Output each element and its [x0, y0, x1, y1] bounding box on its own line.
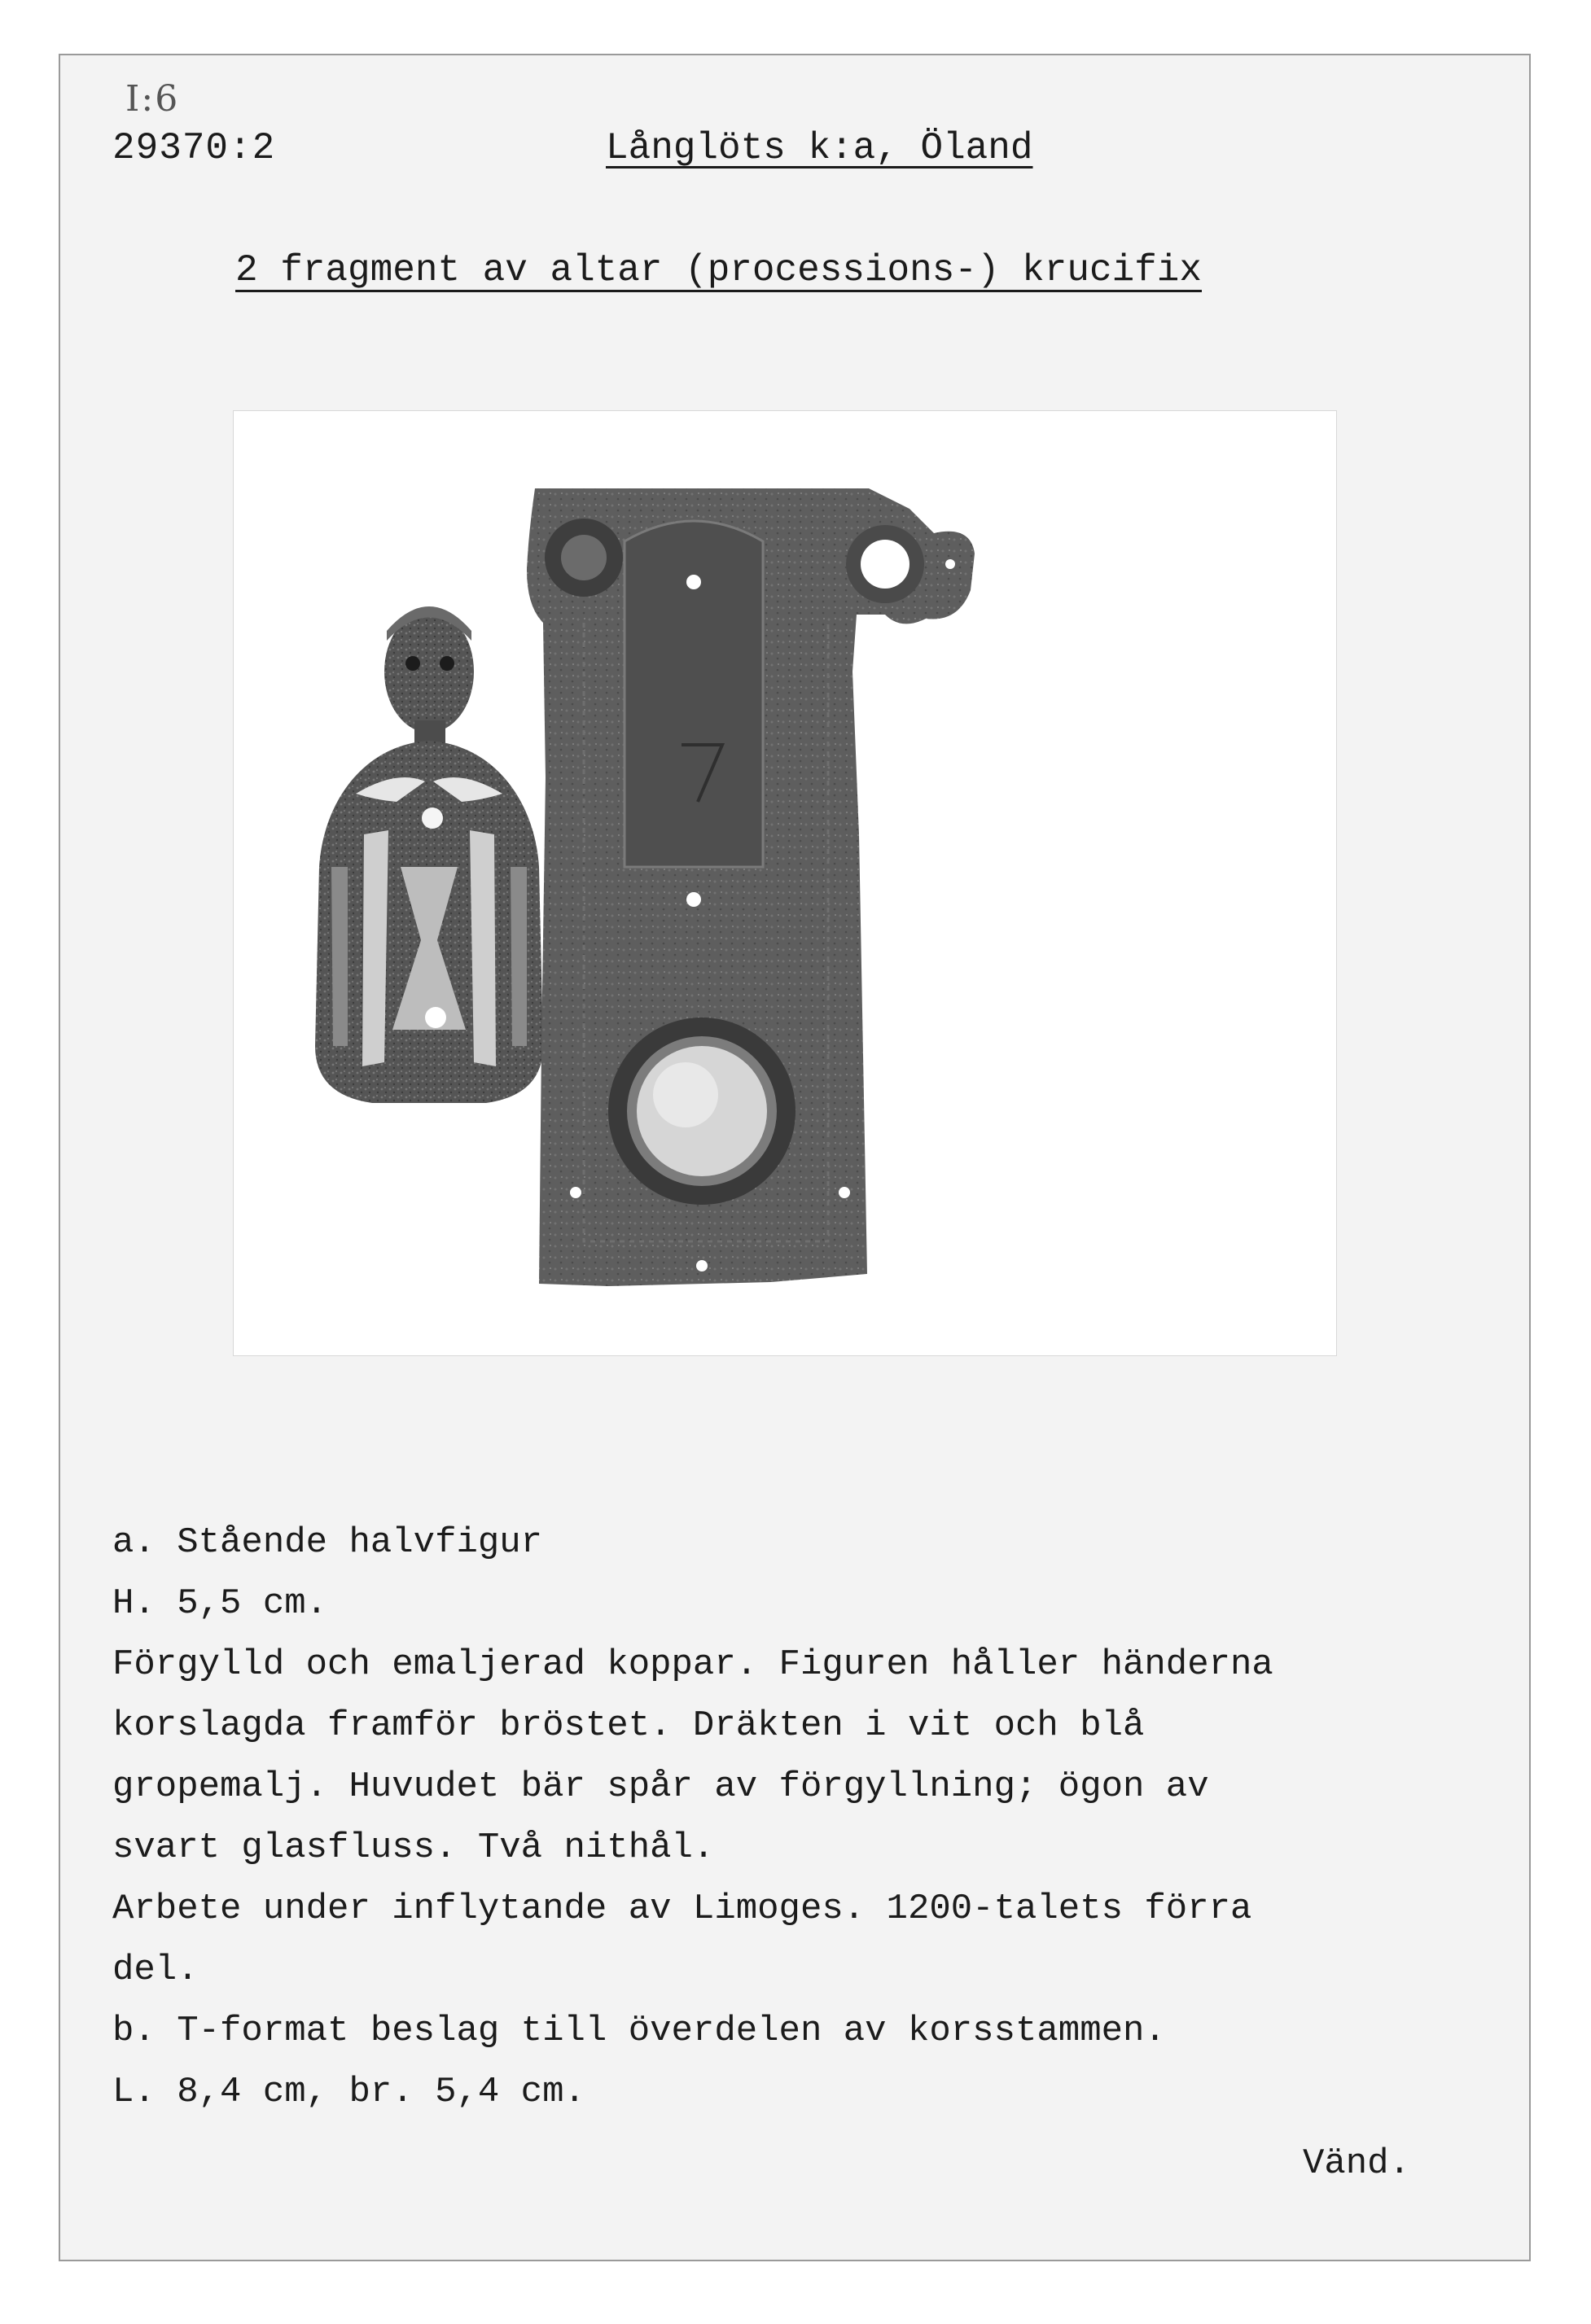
turn-over-note: Vänd.: [1302, 2143, 1410, 2184]
description-line: H. 5,5 cm.: [112, 1583, 328, 1624]
handwritten-note: I:6: [125, 78, 180, 120]
description-line: Förgylld och emaljerad koppar. Figuren håller händerna: [112, 1644, 1273, 1685]
photo-drawing: [234, 411, 1338, 1357]
t-shaped-mount: [527, 488, 975, 1286]
object-description: [112, 1512, 1513, 2123]
description-line: svart glasfluss. Två nithål.: [112, 1827, 715, 1868]
description-line: L. 8,4 cm, br. 5,4 cm.: [112, 2072, 585, 2112]
description-line: a. Stående halvfigur: [112, 1522, 543, 1563]
description-line: Arbete under inflytande av Limoges. 1200-talets förra: [112, 1889, 1252, 1929]
find-location: Långlöts k:a, Öland: [606, 127, 1033, 169]
description-line: del.: [112, 1950, 199, 1990]
object-title: 2 fragment av altar (processions-) krucifix: [235, 249, 1202, 291]
accession-number: 29370:2: [112, 127, 276, 169]
standing-half-figure: [315, 606, 543, 1103]
description-line: korslagda framför bröstet. Dräkten i vit och blå: [112, 1705, 1145, 1746]
catalog-card: [59, 54, 1531, 2261]
description-line: gropemalj. Huvudet bär spår av förgyllning; ögon av: [112, 1766, 1209, 1807]
object-photograph: [233, 410, 1337, 1356]
description-line: b. T-format beslag till överdelen av korsstammen.: [112, 2011, 1166, 2051]
